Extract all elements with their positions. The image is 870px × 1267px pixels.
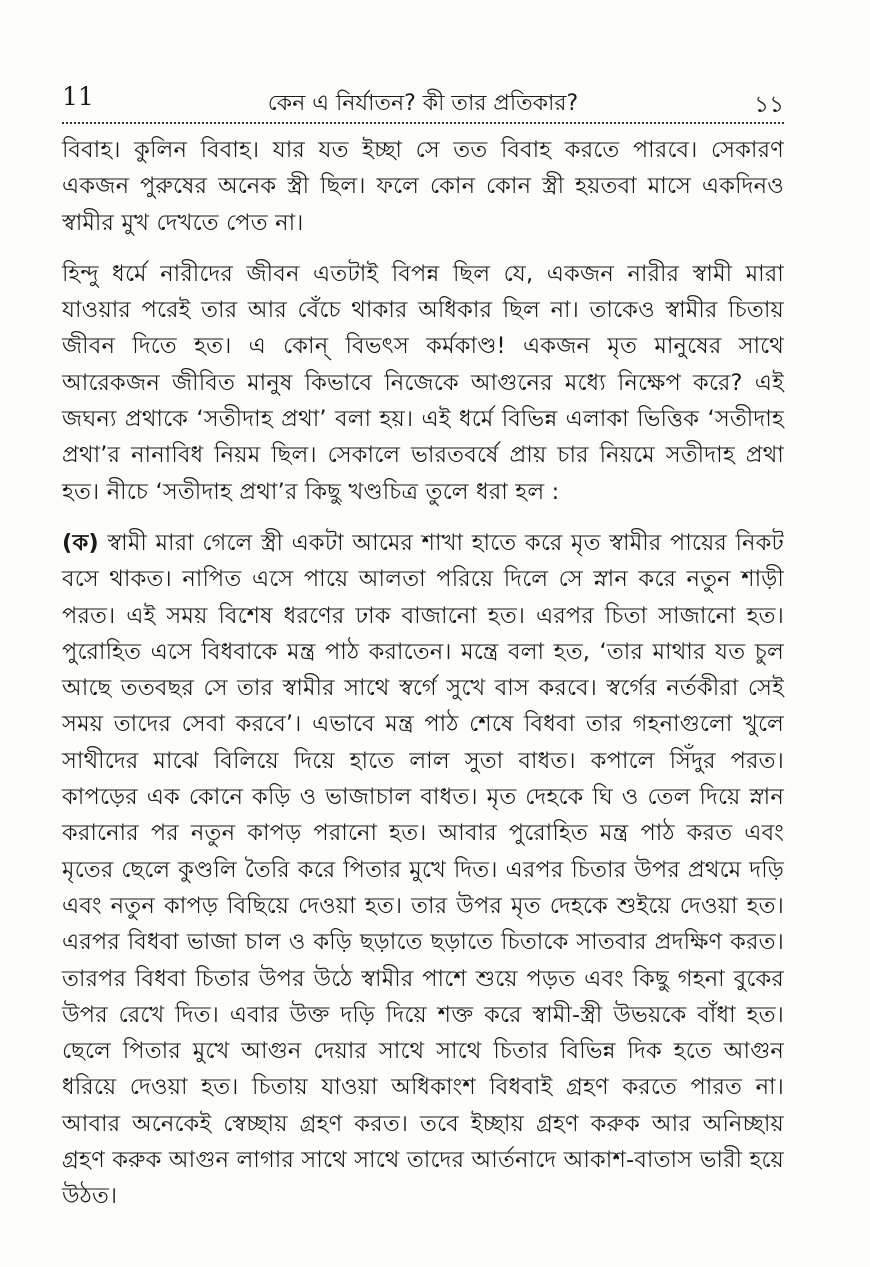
paragraph-text: স্বামী মারা গেলে স্ত্রী একটা আমের শাখা হাতে করে মৃত স্বামীর পায়ের নিকট বসে থাকত। নাপিত এসে পায়ে আলতা পরিয়ে দিলে সে স্নান করে নতুন শাড়ী পরত। এই সময় বিশেষ ধরণের ঢাক বাজানো হত। এরপর চিতা সাজানো হত। পুরোহিত এসে বিধবাকে মন্ত্র পাঠ করাতেন। মন্ত্রে বলা হত, ‘তার মাথার যত চুল আছে ততবছর সে তার স্বামীর সাথে স্বর্গে সুখে বাস করবে। স্বর্গের নর্তকীরা সেই সময় তাদের সেবা করবে’। এভাবে মন্ত্র পাঠ শেষে বিধবা তার গহনাগুলো খুলে সাথীদের মাঝে বিলিয়ে দিয়ে হাতে লাল সুতা বাধত। কপালে সিঁদুর পরত। কাপড়ের এক কোনে কড়ি ও ভাজাচাল বাধত। মৃত দেহকে ঘি ও তেল দিয়ে স্নান করানোর পর নতুন কাপড় পরানো হত। আবার পুরোহিত মন্ত্র পাঠ করত এবং মৃতের ছেলে কুণ্ডলি তৈরি করে পিতার মুখে দিত। এরপর চিতার উপর প্রথমে দড়ি এবং নতুন কাপড় বিছিয়ে দেওয়া হত। তার উপর মৃত দেহকে শুইয়ে দেওয়া হত। এরপর বিধবা ভাজা চাল ও কড়ি ছড়াতে ছড়াতে চিতাকে সাতবার প্রদক্ষিণ করত। তারপর বিধবা চিতার উপর উঠে স্বামীর পাশে শুয়ে পড়ত এবং কিছু গহনা বুকের উপর রেখে দিত। এবার উক্ত দড়ি দিয়ে শক্ত করে স্বামী-স্ত্রী উভয়কে বাঁধা হত। ছেলে পিতার মুখে আগুন দেয়ার সাথে সাথে চিতার বিভিন্ন দিক হতে আগুন ধরিয়ে দেওয়া হত। চিতায় যাওয়া অধিকাংশ বিধবাই গ্রহণ করতে পারত না। আবার অনেকেই স্বেচ্ছায় গ্রহণ করত। তবে ইচ্ছায় গ্রহণ করুক আর অনিচ্ছায় গ্রহণ করুক আগুন লাগার সাথে সাথে তাদের আর্তনাদে আকাশ-বাতাস ভারী হয়ে উঠত। (62, 529, 784, 1210)
page-header (62, 82, 784, 118)
list-marker: (ক) (62, 529, 99, 556)
paragraph (62, 525, 784, 1215)
body-text (62, 132, 784, 1215)
page-number-left: 11 (62, 82, 94, 111)
running-title: কেন এ নির্যাতন? কী তার প্রতিকার? (267, 91, 579, 116)
paragraph: বিবাহ। কুলিন বিবাহ। যার যত ইচ্ছা সে তত বিবাহ করতে পারবে। সেকারণ একজন পুরুষের অনেক স্ত্রী ছিল। ফলে কোন কোন স্ত্রী হয়তবা মাসে একদিনও স্বামীর মুখ দেখতে পেত না। (62, 137, 784, 236)
paragraph: হিন্দু ধর্মে নারীদের জীবন এতটাই বিপন্ন ছিল যে, একজন নারীর স্বামী মারা যাওয়ার পরেই তার আর বেঁচে থাকার অধিকার ছিল না। তাকেও স্বামীর চিতায় জীবন দিতে হত। এ কোন্ বিভৎস কর্মকাণ্ড! একজন মৃত মানুষের সাথে আরেকজন জীবিত মানুষ কিভাবে নিজেকে আগুনের মধ্যে নিক্ষেপ করে? এই জঘন্য প্রথাকে ‘সতীদাহ প্রথা’ বলা হয়। এই ধর্মে বিভিন্ন এলাকা ভিত্তিক ‘সতীদাহ প্রথা’র নানাবিধ নিয়ম ছিল। সেকালে ভারতবর্ষে প্রায় চার নিয়মে সতীদাহ প্রথা হত। নীচে ‘সতীদাহ প্রথা’র কিছু খণ্ডচিত্র তুলে ধরা হল : (62, 260, 784, 505)
page-number-right: ১১ (754, 92, 784, 118)
header-divider (62, 122, 784, 124)
